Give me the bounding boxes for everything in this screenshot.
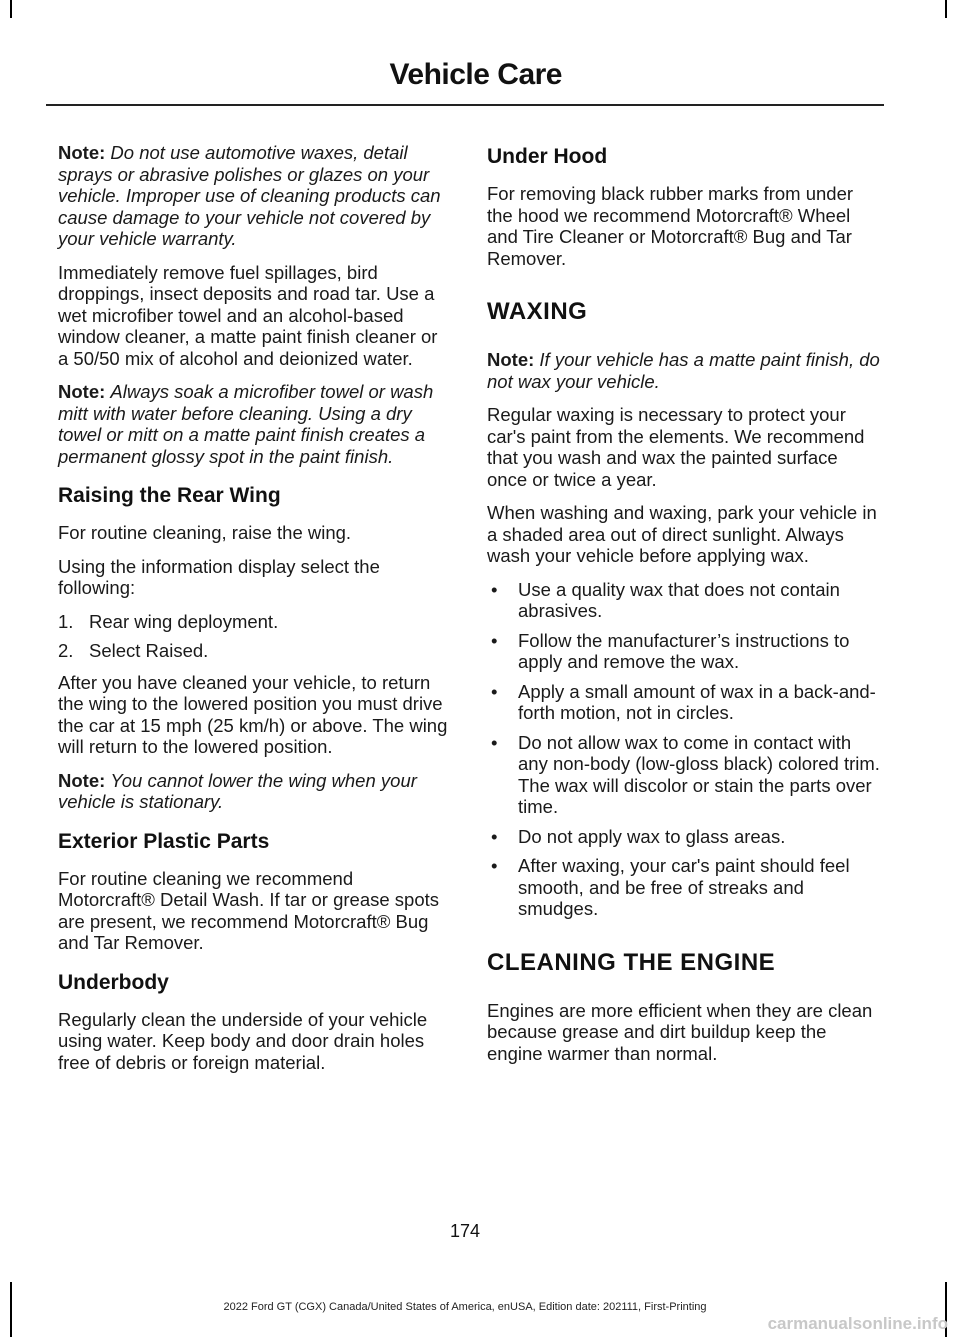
- note-label: Note:: [487, 349, 535, 370]
- heading-under-hood: Under Hood: [487, 145, 608, 168]
- bullet-icon: •: [491, 731, 498, 753]
- paragraph-routine-cleaning: For routine cleaning, raise the wing.: [58, 522, 352, 543]
- heading-exterior-plastic-parts: Exterior Plastic Parts: [58, 829, 270, 853]
- paragraph-regular-waxing: Regular waxing is necessary to protect your car's paint from the elements. We recommend that you wash and wax the painted surface once or twice a year.: [487, 404, 865, 490]
- rear-wing-steps: [58, 611, 452, 662]
- heading-waxing: WAXING: [487, 298, 588, 325]
- bullet-icon: •: [491, 855, 498, 876]
- note-text: You cannot lower the wing when your vehicle is stationary.: [58, 769, 417, 812]
- step-number: 1.: [58, 610, 74, 632]
- bullet-text: Follow the manufacturer’s instructions to apply and remove the wax.: [518, 629, 850, 672]
- paragraph-underbody: Regularly clean the underside of your vehicle using water. Keep body and door drain holes free of debris or foreign material.: [58, 1008, 428, 1073]
- note-soak-towel: [58, 381, 452, 467]
- bullet-icon: •: [491, 629, 498, 651]
- step-text: Select Raised.: [89, 640, 209, 661]
- note-do-not-use-waxes: [58, 142, 452, 250]
- bullet-text: After waxing, your car's paint should feel smooth, and be free of streaks and smudges.: [518, 855, 850, 919]
- crop-mark-top-right: [945, 0, 947, 18]
- step-number: 2.: [58, 640, 74, 661]
- title-divider: [46, 104, 884, 106]
- list-item: [487, 732, 881, 818]
- heading-raising-rear-wing: Raising the Rear Wing: [58, 484, 281, 507]
- list-item: [487, 681, 881, 724]
- crop-mark-top-left: [10, 0, 12, 18]
- list-item: [487, 579, 881, 622]
- right-column: [487, 142, 881, 1076]
- step-text: Rear wing deployment.: [89, 610, 279, 632]
- page-number: 174: [449, 1221, 481, 1241]
- list-item: [487, 630, 881, 673]
- bullet-text: Use a quality wax that does not contain abrasives.: [518, 578, 840, 621]
- heading-cleaning-the-engine: CLEANING THE ENGINE: [487, 948, 776, 976]
- bullet-text: Do not apply wax to glass areas.: [518, 825, 786, 847]
- list-item: [487, 855, 881, 920]
- note-label: Note:: [58, 142, 106, 163]
- list-item: [58, 611, 452, 633]
- note-text: If your vehicle has a matte paint finish, do not wax your vehicle.: [487, 349, 880, 392]
- bullet-text: Do not allow wax to come in contact with any non-body (low-gloss black) colored trim. The wax will discolor or stain the parts over time.: [518, 731, 880, 817]
- paragraph-under-hood: For removing black rubber marks from under the hood we recommend Motorcraft® Wheel and Tire Cleaner or Motorcraft® Bug and Tar Remover.: [487, 183, 854, 269]
- paragraph-lower-wing: After you have cleaned your vehicle, to return the wing to the lowered position you must drive the car at 15 mph (25 km/h) or above. The wing will return to the lowered position.: [58, 671, 448, 757]
- note-text: Always soak a microfiber towel or wash mitt with water before cleaning. Using a dry towel or mitt on a matte paint finish creates a permanent glossy spot in the paint finish.: [58, 381, 434, 467]
- bullet-icon: •: [491, 825, 498, 847]
- note-label: Note:: [58, 381, 106, 402]
- page-title: Vehicle Care: [389, 58, 562, 91]
- note-label: Note:: [58, 769, 106, 791]
- watermark: carmanualsonline.info: [767, 1314, 948, 1333]
- heading-underbody: Underbody: [58, 970, 169, 994]
- paragraph-fuel-spillages: Immediately remove fuel spillages, bird droppings, insect deposits and road tar. Use a wet microfiber towel and an alcohol-based window cleaner, a matte paint finish cleaner or a 50/50 mix of alcohol and deionized water.: [58, 261, 438, 369]
- paragraph-shaded-area: When washing and waxing, park your vehicle in a shaded area out of direct sunlight. Always wash your vehicle before applying wax.: [487, 502, 877, 566]
- list-item: [487, 826, 881, 848]
- list-item: [58, 640, 452, 662]
- bullet-icon: •: [491, 578, 498, 600]
- paragraph-plastic-parts: For routine cleaning we recommend Motorcraft® Detail Wash. If tar or grease spots are present, we recommend Motorcraft® Bug and Tar Remover.: [58, 867, 440, 953]
- bullet-icon: •: [491, 680, 498, 702]
- paragraph-engine: Engines are more efficient when they are clean because grease and dirt buildup keep the engine warmer than normal.: [487, 999, 873, 1064]
- bullet-text: Apply a small amount of wax in a back-and-forth motion, not in circles.: [518, 680, 876, 723]
- paragraph-information-display: Using the information display select the following:: [58, 555, 380, 598]
- note-cannot-lower-wing: [58, 770, 452, 813]
- note-matte-finish: [487, 349, 881, 392]
- left-column: [58, 142, 452, 1085]
- waxing-tips-list: [487, 579, 881, 920]
- note-text: Do not use automotive waxes, detail sprays or abrasive polishes or glazes on your vehicle. Improper use of cleaning products can cause damage to your vehicle not covered by your vehicle warranty.: [58, 142, 441, 249]
- footer-edition-info: 2022 Ford GT (CGX) Canada/United States of America, enUSA, Edition date: 202111, First-Printing: [223, 1301, 707, 1313]
